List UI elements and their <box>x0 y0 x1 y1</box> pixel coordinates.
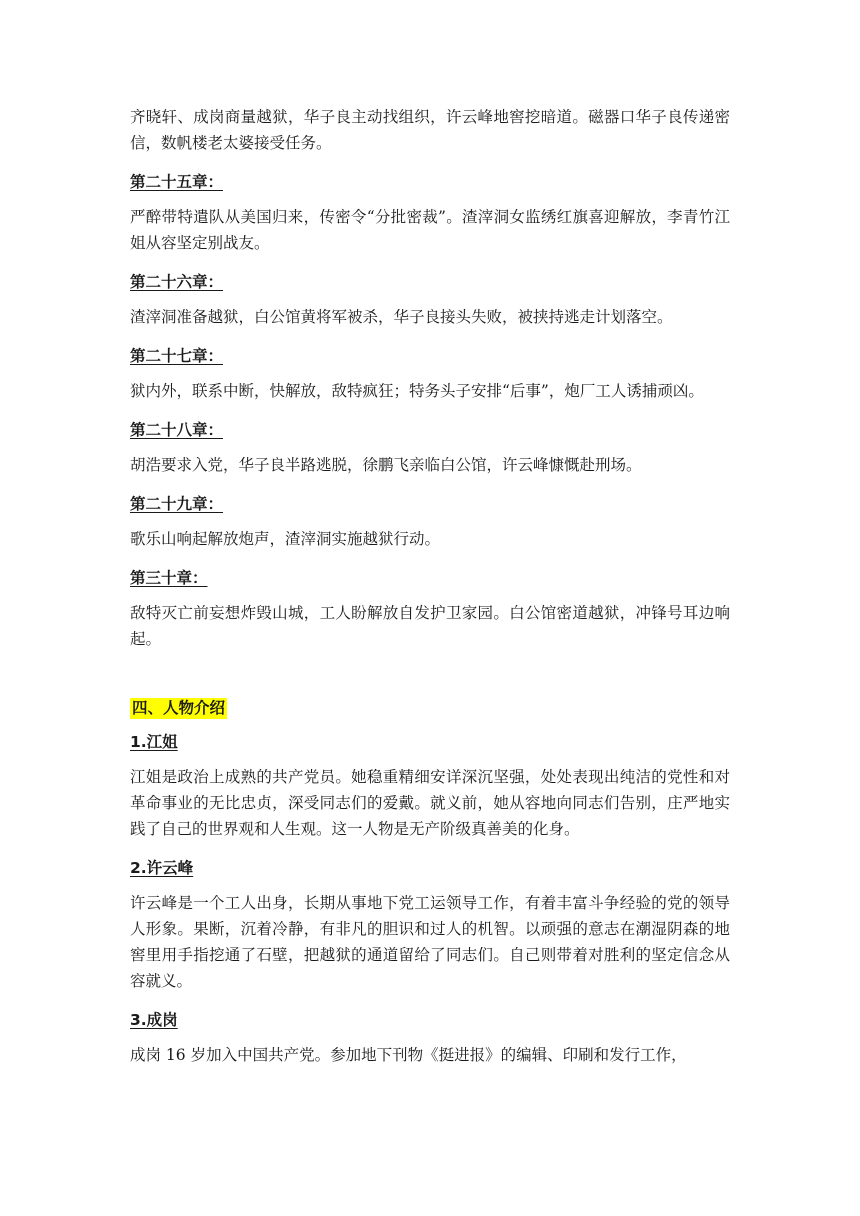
character-3-description: 成岗 16 岁加入中国共产党。参加地下刊物《挺进报》的编辑、印刷和发行工作， <box>130 1046 687 1064</box>
character-2-heading: 2.许云峰 <box>130 859 194 877</box>
chapter-26-heading: 第二十六章： <box>130 273 224 291</box>
chapter-25-heading: 第二十五章： <box>130 173 224 191</box>
chapter-28-heading: 第二十八章： <box>130 421 224 439</box>
chapter-29-summary: 歌乐山响起解放炮声，渣滓洞实施越狱行动。 <box>130 530 441 548</box>
chapter-25-summary: 严醉带特遣队从美国归来，传密令“分批密裁”。渣滓洞女监绣红旗喜迎解放，李青竹江姐从容坚定别战友。 <box>130 208 730 252</box>
document-content <box>130 104 730 1082</box>
chapter-27-heading: 第二十七章： <box>130 347 224 365</box>
character-1-description: 江姐是政治上成熟的共产党员。她稳重精细安详深沉坚强，处处表现出纯洁的党性和对革命事业的无比忠贞，深受同志们的爱戴。就义前，她从容地向同志们告别，庄严地实践了自己的世界观和人生观。这一人物是无产阶级真善美的化身。 <box>130 768 730 838</box>
chapter-28-summary: 胡浩要求入党，华子良半路逃脱，徐鹏飞亲临白公馆，许云峰慷慨赴刑场。 <box>130 456 642 474</box>
character-1-heading: 1.江姐 <box>130 733 178 751</box>
character-3-heading: 3.成岗 <box>130 1011 178 1029</box>
chapter-26-summary: 渣滓洞准备越狱，白公馆黄将军被杀，华子良接头失败，被挟持逃走计划落空。 <box>130 308 673 326</box>
chapter-30-summary: 敌特灭亡前妄想炸毁山城，工人盼解放自发护卫家园。白公馆密道越狱，冲锋号耳边响起。 <box>130 604 730 648</box>
chapter-27-summary: 狱内外，联系中断，快解放，敌特疯狂；特务头子安排“后事”，炮厂工人诱捕顽凶。 <box>130 382 704 400</box>
character-2-description: 许云峰是一个工人出身，长期从事地下党工运领导工作，有着丰富斗争经验的党的领导人形象。果断，沉着冷静，有非凡的胆识和过人的机智。以顽强的意志在潮湿阴森的地窖里用手指挖通了石壁，把越狱的通道留给了同志们。自己则带着对胜利的坚定信念从容就义。 <box>130 894 730 990</box>
chapter-30-heading: 第三十章： <box>130 569 208 587</box>
section-title: 四、人物介绍 <box>132 699 226 717</box>
intro-paragraph: 齐晓轩、成岗商量越狱，华子良主动找组织，许云峰地窖挖暗道。磁器口华子良传递密信，数帆楼老太婆接受任务。 <box>130 108 730 152</box>
chapter-29-heading: 第二十九章： <box>130 495 224 513</box>
